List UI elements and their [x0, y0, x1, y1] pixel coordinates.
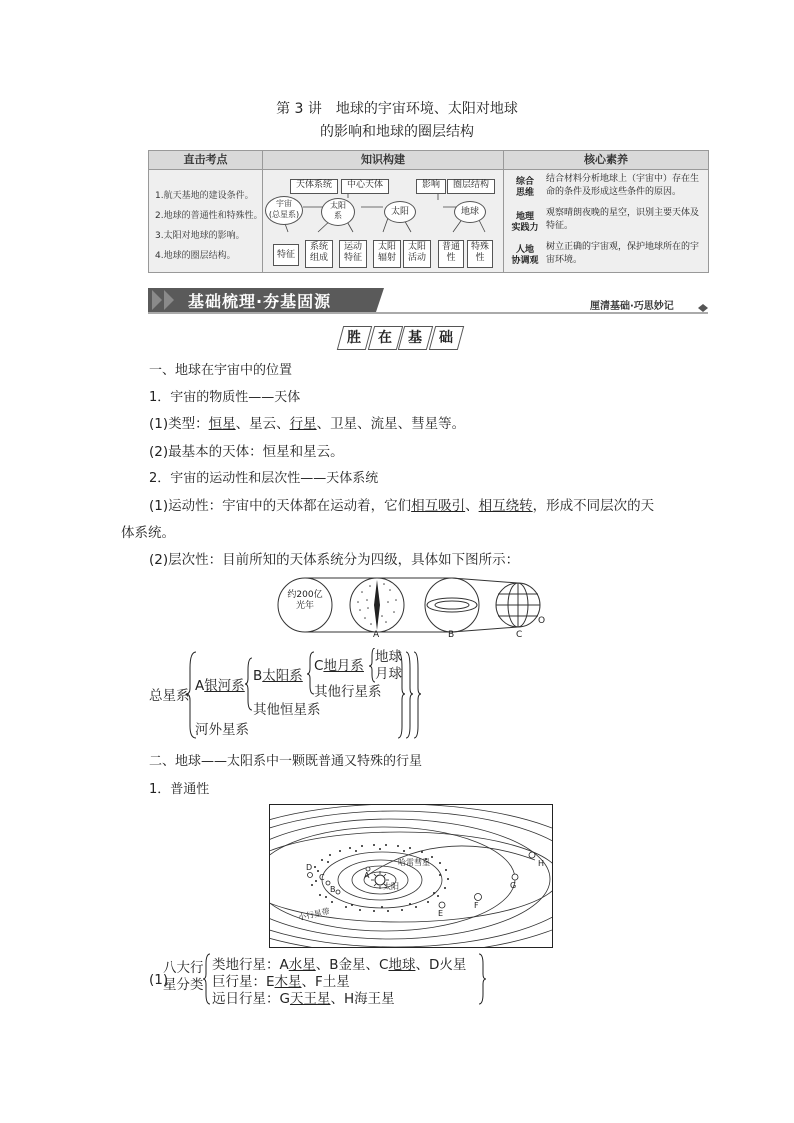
diagram-oval-diqiu: 地球: [454, 201, 486, 223]
table-header-suyang: 核心素养: [504, 151, 708, 169]
diagram-oval-taiyang: 太阳: [384, 201, 416, 223]
orbit-label-f: F: [474, 901, 479, 910]
section-title-char: 础: [428, 326, 463, 350]
diagram-box-yingxiang: 影响: [416, 179, 446, 194]
hier-other-planet: 其他行星系: [314, 684, 382, 700]
part1-motion-cont: 体系统。: [121, 525, 175, 541]
section-title-char: 胜: [337, 326, 372, 350]
planets-prefix: (1): [149, 972, 169, 988]
orbit-label-b: B: [330, 885, 336, 894]
part2-sub1: 1．普通性: [149, 782, 210, 797]
suyang-text: 结合材料分析地球上（宇宙中）存在生命的条件及形成这些条件的原因。: [546, 174, 700, 197]
suyang-names: [508, 173, 542, 269]
overview-table: [148, 150, 709, 273]
diagram-box-quanceng: 圈层结构: [447, 179, 495, 194]
page-title: 第 3 讲 地球的宇宙环境、太阳对地球: [276, 101, 518, 117]
diagram-box-teshu: 特殊 性: [467, 240, 493, 268]
type-item: 卫星: [330, 416, 358, 432]
diagram-oval-taiyangxi: 太阳 系: [321, 198, 355, 226]
planets-row-distant: 远日行星：G天王星、H海王星: [212, 991, 395, 1007]
section-title: [340, 326, 460, 350]
diagram-box-fushe: 太阳 辐射: [373, 240, 401, 268]
planets-row-terrestrial: 类地行星：A水星、B金星、C地球、D火星: [212, 957, 467, 973]
hier-b: B太阳系: [253, 668, 303, 684]
diagram-box-tezheng: 特征: [273, 244, 299, 266]
type-item: 行星: [289, 416, 317, 432]
part1-motion: (1)运动性：宇宙中的天体都在运动着，它们相互吸引、相互绕转，形成不同层次的天: [149, 498, 655, 514]
hier-other-star: 其他恒星系: [253, 702, 321, 718]
planets-head: 八大行 星分类: [163, 960, 204, 993]
suyang-name: 人地 协调观: [511, 245, 539, 266]
part1-sub2: 2．宇宙的运动性和层次性——天体系统: [149, 471, 379, 486]
diagram-box-huodong: 太阳 活动: [403, 240, 431, 268]
circle-label-c: C: [516, 630, 523, 640]
hier-outer: 河外星系: [195, 722, 249, 738]
planets-row-giant: 巨行星：E木星、F土星: [212, 974, 350, 990]
diagram-box-xitong: 系统 组成: [305, 240, 333, 268]
part1-basic: (2)最基本的天体：恒星和星云。: [149, 444, 344, 460]
kaodian-item: 2.地球的普通性和特殊性。: [155, 211, 263, 221]
sun-label: 太阳: [383, 882, 399, 891]
orbit-label-h: H: [538, 859, 545, 868]
hier-c: C地月系: [314, 658, 364, 674]
page-subtitle: 的影响和地球的圈层结构: [320, 124, 474, 140]
part1-heading: 一、地球在宇宙中的位置: [149, 363, 293, 378]
kaodian-item: 1.航天基地的建设条件。: [155, 191, 254, 201]
circle-label-a: A: [373, 630, 380, 640]
circle-scale-label: 约200亿 光年: [287, 590, 323, 611]
section-title-char: 基: [398, 326, 433, 350]
type-item: 流星: [370, 416, 398, 432]
suyang-name: 地理 实践力: [511, 212, 539, 233]
diagram-box-tianti: 天体系统: [290, 179, 338, 194]
table-header-kaodian: 直击考点: [149, 151, 262, 169]
comet-label: 哈雷彗星: [398, 858, 430, 867]
part1-types: (1)类型：恒星、星云、行星、卫星、流星、彗星等。: [149, 416, 466, 432]
hier-a: A银河系: [195, 678, 245, 694]
part2-heading: 二、地球——太阳系中一颗既普通又特殊的行星: [149, 754, 423, 769]
diagram-box-putong: 普通 性: [438, 240, 464, 268]
banner-label: 基础梳理·夯基固源: [188, 292, 332, 311]
part1-sub1: 1．宇宙的物质性——天体: [149, 390, 301, 405]
orbit-label-d: D: [306, 863, 313, 872]
suyang-texts: [546, 173, 706, 267]
banner-right: 厘清基础·巧思妙记: [590, 301, 674, 312]
suyang-name: 综合 思维: [515, 177, 534, 198]
kaodian-item: 4.地球的圈层结构。: [155, 251, 236, 261]
suyang-text: 观察晴朗夜晚的星空，识别主要天体及特征。: [546, 208, 700, 231]
orbit-label-g: G: [510, 881, 517, 890]
suyang-text: 树立正确的宇宙观，保护地球所在的宇宙环境。: [546, 242, 700, 265]
type-item: 星云: [249, 416, 277, 432]
hier-root: 总星系: [149, 688, 190, 704]
orbit-label-c: C: [319, 873, 325, 882]
orbit-label-e: E: [438, 909, 444, 918]
hier-earth: 地球: [375, 649, 402, 665]
circle-label-b: B: [448, 630, 455, 640]
diagram-oval-yuzhou: 宇宙 (总星系): [265, 196, 303, 225]
hier-moon: 月球: [375, 666, 402, 682]
type-item: 彗星: [411, 416, 439, 432]
table-header-goujian: 知识构建: [263, 151, 503, 169]
solar-system-diagram: [269, 804, 553, 948]
diagram-box-zhongxin: 中心天体: [341, 179, 389, 194]
circle-label-o: O: [538, 616, 546, 626]
section-title-char: 在: [367, 326, 402, 350]
kaodian-item: 3.太阳对地球的影响。: [155, 231, 245, 241]
orbit-label-a: A: [364, 871, 370, 880]
part1-level: (2)层次性：目前所知的天体系统分为四级，具体如下图所示：: [149, 552, 520, 568]
belt-label: 小行星带: [297, 906, 331, 923]
kaodian-list: [155, 186, 263, 266]
type-item: 恒星: [208, 416, 236, 432]
diagram-box-yundong: 运动 特征: [339, 240, 367, 268]
